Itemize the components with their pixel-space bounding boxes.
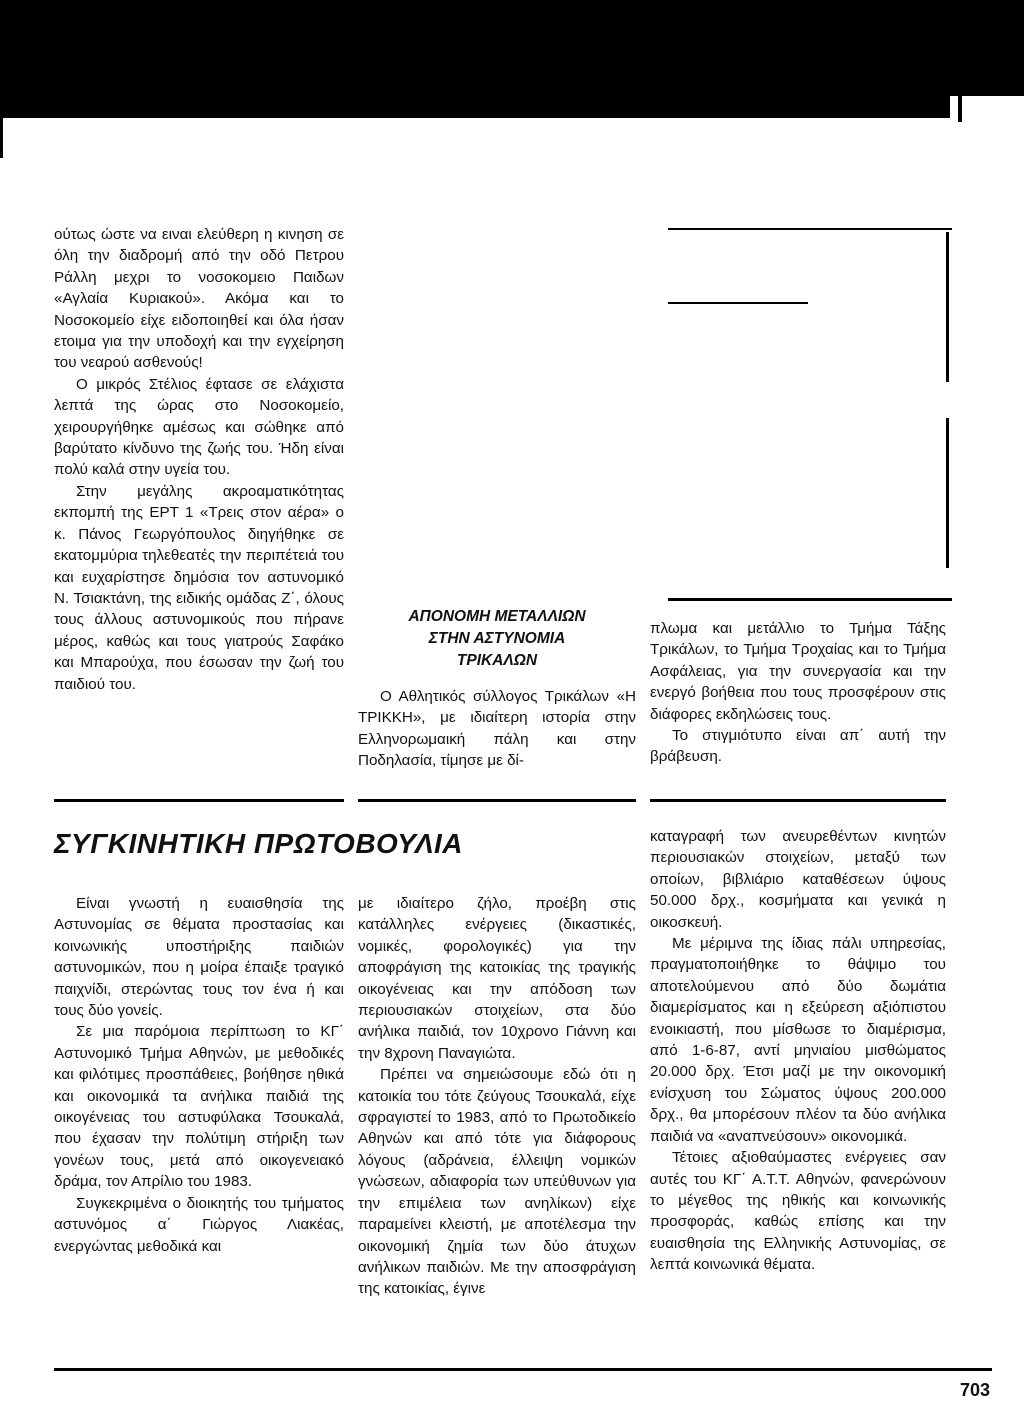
article-column-5 (358, 893, 636, 1300)
article-column-1 (54, 224, 344, 695)
paragraph: Πρέπει να σημειώσουμε εδώ ότι η κατοικία του τότε ζεύγους Τσουκαλά, είχε σφραγιστεί το 1983, από το Πρωτοδικείο Αθηνών και από τότε για διάφορους λόγους (αδράνεια, έλλειψη νομικών γνώσεων, αδιαφορία των υπεύθυνων για την επιμέλεια των ανηλίκων) είχε παραμείνει κλειστή, με αποτέλεσμα την οικονομική ζημία των δύο άτυχων ανήλικων παιδιών. Με την αποσφράγιση της κατοικίας, έγινε (358, 1066, 636, 1298)
paragraph: Ο Αθλητικός σύλλογος Τρικάλων «Η ΤΡΙΚΚΗ», με ιδιαίτερη ιστορία στην Ελληνορωμαική πάλη και στην Ποδηλασία, τίμησε με δί- (358, 688, 636, 770)
paragraph: με ιδιαίτερο ζήλο, προέβη στις κατάλληλες ενέργειες (δικαστικές, νομικές, φορολογικές) για την αποφράγιση της κατοικίας της τραγικής οικογένειας και την απόδοση των περιουσιακών στοιχείων, στα δύο ανήλικα παιδιά, τον 10χρονο Γιάννη και την 8χρονη Παναγιώτα. (358, 895, 636, 1062)
page-number: 703 (959, 1380, 990, 1400)
section-divider-right (650, 799, 946, 802)
photo-placeholder (668, 228, 952, 606)
paragraph: Με μέριμνα της ίδιας πάλι υπηρεσίας, πραγματοποιήθηκε το θάψιμο του αποτελούμενου από δύο δωμάτια διαμερίσματος και η εξεύρεση αξιόπιστου ενοικιαστή, που μίσθωσε το διαμέρισμα, από 1-6-87, αντί μηνιαίου μισθώματος 20.000 δρχ. Έτσι μαζί με την οικονομική ενίσχυση του Σώματος ύψους 200.000 δρχ., θα μπορέσουν πλέον τα δύο ανήλικα παιδιά να «αναπνεύσουν» οικονομικά. (650, 935, 946, 1145)
top-photo-band-lower (0, 96, 950, 118)
paragraph: Σε μια παρόμοια περίπτωση το ΚΓ΄ Αστυνομικό Τμήμα Αθηνών, με μεθοδικές και φιλότιμες προσπάθειες, βοήθησε ηθικά και οικονομικά τα ανήλικα παιδιά της οικογένειας του αστυφύλακα Τσουκαλά, που έχασαν την πολύτιμη στήριξη των γονέων τους, μετά από οικογενειακό δράμα, τον Απρίλιο του 1983. (54, 1023, 344, 1191)
paragraph: πλωμα και μετάλλιο το Τμήμα Τάξης Τρικάλων, το Τμήμα Τροχαίας και το Τμήμα Ασφάλειας, για την συνεργασία και την ενεργό βοήθεια που τους προσφέρουν στις διάφορες εκδηλώσεις τους. (650, 620, 946, 723)
paragraph: Τέτοιες αξιοθαύμαστες ενέργειες σαν αυτές του ΚΓ΄ Α.Τ.Τ. Αθηνών, φανερώνουν το μέγεθος της ηθικής και κοινωνικής προσφοράς, καθώς επίσης και την ευαισθησία της Ελληνικής Αστυνομίας, σε λεπτά κοινωνικά θέματα. (650, 1149, 946, 1274)
top-right-rule (958, 92, 962, 122)
section-divider-mid (358, 799, 636, 802)
article-column-3 (650, 618, 946, 768)
paragraph: Συγκεκριμένα ο διοικητής του τμήματος αστυνόμος α΄ Γιώργος Λιακέας, ενεργώντας μεθοδικά και (54, 1194, 344, 1255)
main-headline: ΣΥΓΚΙΝΗΤΙΚΗ ΠΡΩΤΟΒΟΥΛΙΑ (54, 828, 464, 859)
section-divider-left (54, 799, 344, 802)
article-column-4 (54, 893, 344, 1257)
paragraph: Είναι γνωστή η ευαισθησία της Αστυνομίας σε θέματα προστασίας και κοινωνικής υποστήριξης παιδιών αστυνομικών, που η μοίρα έπαιξε τραγικό παιχνίδι, στερώντας τους τον ένα ή και τους δύο γονείς. (54, 895, 344, 1020)
paragraph: καταγραφή των ανευρεθέντων κινητών περιουσιακών στοιχείων, μεταξύ των οποίων, βιβλιάριο καταθέσεων ύψους 50.000 δρχ., κοσμήματα και γενικά η οικοσκευή. (650, 828, 946, 931)
article-column-6 (650, 826, 946, 1276)
footer-rule (54, 1368, 992, 1371)
paragraph: Ο μικρός Στέλιος έφτασε σε ελάχιστα λεπτά της ώρας στο Νοσοκομείο, χειρουργήθηκε αμέσως και σώθηκε από βαρύτατο κίνδυνο της ζωής του. Ήδη είναι πολύ καλά στην υγεία του. (54, 375, 344, 479)
paragraph: Το στιγμιότυπο είναι απ΄ αυτή την βράβευση. (650, 727, 946, 766)
top-photo-band (0, 0, 1024, 96)
paragraph: ούτως ώστε να ειναι ελεύθερη η κινηση σε όλη την διαδρομή από την οδό Πετρου Ράλλη μεχρι το νοσοκομειο Παιδων «Αγλαία Κυριακού». Ακόμα και το Νοσοκομείο είχε ειδοποιηθεί και όλα ήσαν ετοιμα για την υποδοχή και την εγχείρηση του νεαρού ασθενούς! (54, 226, 344, 372)
medals-article-heading: ΑΠΟΝΟΜΗ ΜΕΤΑΛΛΙΩΝ ΣΤΗΝ ΑΣΤΥΝΟΜΙΑ ΤΡΙΚΑΛΩΝ (408, 608, 586, 669)
left-edge-mark (0, 118, 3, 158)
paragraph: Στην μεγάλης ακροαματικότητας εκπομπή της ΕΡΤ 1 «Τρεις στον αέρα» ο κ. Πάνος Γεωργόπουλος διηγήθηκε σε εκατομμύρια τηλεθεατές την περιπέτειά του και ευχαρίστησε δημόσια τον αστυνομικό Ν. Τσιακτάνη, της ειδικής ομάδας Ζ΄, όλους τους άλλους αστυνομικούς που πήρανε μέρος, καθώς και τους γιατρούς Σαφάκο και Μπαρούχα, που έσωσαν την ζωή του παιδιού του. (54, 482, 344, 693)
article-column-2 (358, 606, 636, 772)
